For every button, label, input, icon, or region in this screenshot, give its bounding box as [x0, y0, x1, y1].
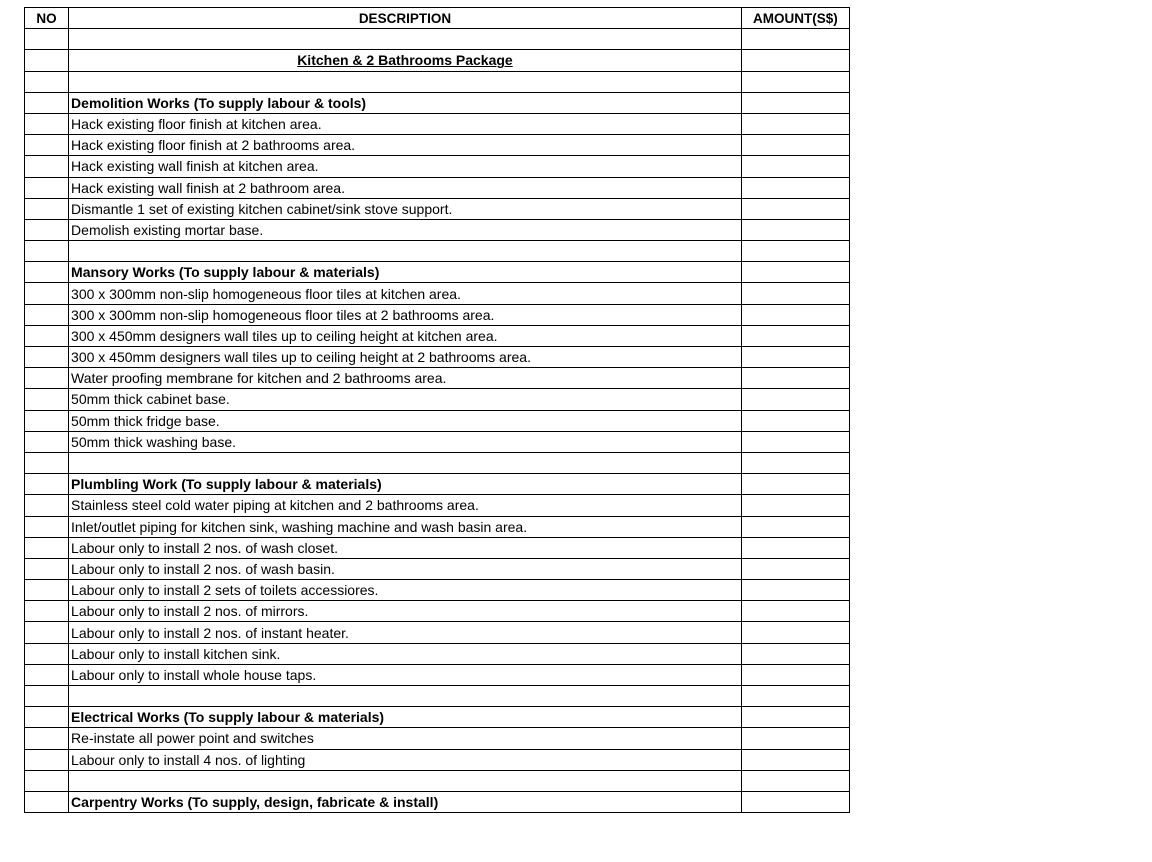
no-cell [25, 686, 69, 707]
no-cell [25, 283, 69, 304]
no-cell [25, 410, 69, 431]
table-row [25, 325, 850, 346]
amount-cell [741, 707, 849, 728]
table-row [25, 304, 850, 325]
description-cell: 300 x 300mm non-slip homogeneous floor tiles at kitchen area. [69, 283, 742, 304]
no-cell [25, 71, 69, 92]
no-cell [25, 304, 69, 325]
section-heading: Carpentry Works (To supply, design, fabricate & install) [69, 791, 742, 812]
table-row [25, 749, 850, 770]
amount-cell [741, 580, 849, 601]
no-cell [25, 389, 69, 410]
amount-cell [741, 92, 849, 113]
amount-cell [741, 643, 849, 664]
description-cell: Hack existing floor finish at 2 bathrooms area. [69, 135, 742, 156]
description-cell [69, 452, 742, 473]
amount-cell [741, 495, 849, 516]
amount-cell [741, 474, 849, 495]
amount-cell [741, 368, 849, 389]
table-row [25, 707, 850, 728]
no-cell [25, 622, 69, 643]
amount-cell [741, 410, 849, 431]
description-cell: Labour only to install 2 sets of toilets accessiores. [69, 580, 742, 601]
table-row [25, 156, 850, 177]
no-cell [25, 156, 69, 177]
amount-cell [741, 177, 849, 198]
amount-cell [741, 452, 849, 473]
amount-cell [741, 50, 849, 71]
no-cell [25, 474, 69, 495]
no-cell [25, 262, 69, 283]
no-cell [25, 770, 69, 791]
no-cell [25, 452, 69, 473]
table-row [25, 537, 850, 558]
table-row [25, 347, 850, 368]
amount-cell [741, 241, 849, 262]
description-cell: Labour only to install kitchen sink. [69, 643, 742, 664]
description-cell: 50mm thick cabinet base. [69, 389, 742, 410]
amount-cell [741, 389, 849, 410]
description-cell [69, 29, 742, 50]
amount-cell [741, 304, 849, 325]
description-cell [69, 770, 742, 791]
no-cell [25, 177, 69, 198]
no-cell [25, 749, 69, 770]
no-cell [25, 368, 69, 389]
description-cell: 300 x 300mm non-slip homogeneous floor tiles at 2 bathrooms area. [69, 304, 742, 325]
description-cell: Demolish existing mortar base. [69, 219, 742, 240]
description-cell: Inlet/outlet piping for kitchen sink, washing machine and wash basin area. [69, 516, 742, 537]
description-cell [69, 71, 742, 92]
amount-cell [741, 29, 849, 50]
no-cell [25, 643, 69, 664]
no-cell [25, 198, 69, 219]
table-row [25, 219, 850, 240]
amount-cell [741, 686, 849, 707]
no-cell [25, 325, 69, 346]
amount-cell [741, 728, 849, 749]
table-row [25, 474, 850, 495]
table-row [25, 262, 850, 283]
package-title: Kitchen & 2 Bathrooms Package [69, 50, 742, 71]
header-description: DESCRIPTION [69, 8, 742, 29]
amount-cell [741, 601, 849, 622]
table-row [25, 177, 850, 198]
no-cell [25, 241, 69, 262]
table-row [25, 516, 850, 537]
table-row [25, 601, 850, 622]
no-cell [25, 728, 69, 749]
header-row [25, 8, 850, 29]
description-cell [69, 241, 742, 262]
amount-cell [741, 262, 849, 283]
no-cell [25, 601, 69, 622]
amount-cell [741, 537, 849, 558]
section-heading: Electrical Works (To supply labour & materials) [69, 707, 742, 728]
amount-cell [741, 431, 849, 452]
no-cell [25, 791, 69, 812]
table-row [25, 770, 850, 791]
no-cell [25, 495, 69, 516]
no-cell [25, 92, 69, 113]
table-row [25, 686, 850, 707]
amount-cell [741, 135, 849, 156]
amount-cell [741, 113, 849, 134]
section-heading: Demolition Works (To supply labour & tools) [69, 92, 742, 113]
table-row [25, 50, 850, 71]
description-cell: Labour only to install 2 nos. of wash closet. [69, 537, 742, 558]
amount-cell [741, 516, 849, 537]
table-row [25, 283, 850, 304]
section-heading: Plumbling Work (To supply labour & materials) [69, 474, 742, 495]
table-row [25, 113, 850, 134]
table-row [25, 71, 850, 92]
description-cell: Labour only to install whole house taps. [69, 664, 742, 685]
description-cell: Hack existing wall finish at kitchen area. [69, 156, 742, 177]
description-cell: 300 x 450mm designers wall tiles up to ceiling height at kitchen area. [69, 325, 742, 346]
table-row [25, 241, 850, 262]
table-row [25, 431, 850, 452]
table-row [25, 643, 850, 664]
description-cell: Hack existing wall finish at 2 bathroom area. [69, 177, 742, 198]
table-row [25, 558, 850, 579]
section-heading: Mansory Works (To supply labour & materials) [69, 262, 742, 283]
amount-cell [741, 198, 849, 219]
no-cell [25, 558, 69, 579]
header-amount: AMOUNT(S$) [741, 8, 849, 29]
table-row [25, 135, 850, 156]
no-cell [25, 707, 69, 728]
header-no: NO [25, 8, 69, 29]
table-row [25, 791, 850, 812]
amount-cell [741, 664, 849, 685]
description-cell: Stainless steel cold water piping at kitchen and 2 bathrooms area. [69, 495, 742, 516]
description-cell: 50mm thick fridge base. [69, 410, 742, 431]
table-row [25, 495, 850, 516]
table-row [25, 622, 850, 643]
amount-cell [741, 71, 849, 92]
description-cell: Water proofing membrane for kitchen and 2 bathrooms area. [69, 368, 742, 389]
no-cell [25, 537, 69, 558]
table-row [25, 29, 850, 50]
amount-cell [741, 558, 849, 579]
no-cell [25, 516, 69, 537]
table-row [25, 92, 850, 113]
quotation-table [24, 7, 850, 813]
no-cell [25, 580, 69, 601]
amount-cell [741, 749, 849, 770]
amount-cell [741, 622, 849, 643]
description-cell [69, 686, 742, 707]
no-cell [25, 219, 69, 240]
table-row [25, 198, 850, 219]
no-cell [25, 431, 69, 452]
no-cell [25, 347, 69, 368]
amount-cell [741, 325, 849, 346]
description-cell: Hack existing floor finish at kitchen area. [69, 113, 742, 134]
description-cell: 50mm thick washing base. [69, 431, 742, 452]
description-cell: Labour only to install 2 nos. of instant heater. [69, 622, 742, 643]
table-row [25, 728, 850, 749]
no-cell [25, 135, 69, 156]
table-row [25, 389, 850, 410]
amount-cell [741, 156, 849, 177]
table-row [25, 368, 850, 389]
no-cell [25, 50, 69, 71]
no-cell [25, 113, 69, 134]
no-cell [25, 664, 69, 685]
amount-cell [741, 283, 849, 304]
table-row [25, 410, 850, 431]
table-row [25, 664, 850, 685]
amount-cell [741, 219, 849, 240]
description-cell: Labour only to install 2 nos. of wash basin. [69, 558, 742, 579]
table-row [25, 580, 850, 601]
amount-cell [741, 770, 849, 791]
table-row [25, 452, 850, 473]
description-cell: Labour only to install 2 nos. of mirrors. [69, 601, 742, 622]
description-cell: Dismantle 1 set of existing kitchen cabinet/sink stove support. [69, 198, 742, 219]
description-cell: Labour only to install 4 nos. of lighting [69, 749, 742, 770]
description-cell: 300 x 450mm designers wall tiles up to ceiling height at 2 bathrooms area. [69, 347, 742, 368]
no-cell [25, 29, 69, 50]
description-cell: Re-instate all power point and switches [69, 728, 742, 749]
amount-cell [741, 791, 849, 812]
amount-cell [741, 347, 849, 368]
